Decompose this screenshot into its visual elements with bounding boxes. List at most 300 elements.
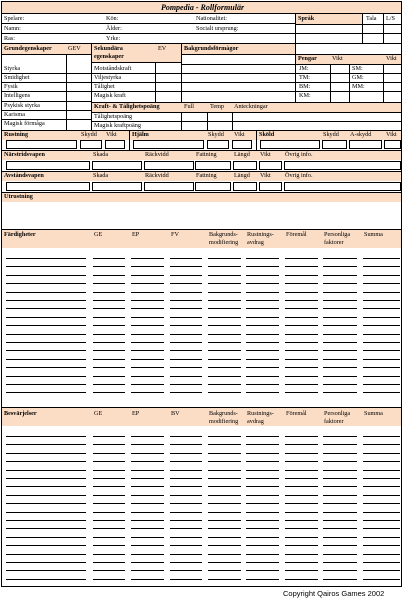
fardigheter-row-line[interactable] xyxy=(170,258,202,259)
fardigheter-row-line[interactable] xyxy=(131,325,164,326)
fardigheter-row-line[interactable] xyxy=(246,376,279,377)
besvarjelser-row-line[interactable] xyxy=(323,486,357,487)
besvarjelser-row-line[interactable] xyxy=(6,537,86,538)
fardigheter-row-line[interactable] xyxy=(208,258,241,259)
besvarjelser-row-line[interactable] xyxy=(208,512,241,513)
fardigheter-row-line[interactable] xyxy=(323,292,357,293)
besvarjelser-row-line[interactable] xyxy=(170,436,202,437)
fardigheter-row-line[interactable] xyxy=(131,283,164,284)
besvarjelser-row-line[interactable] xyxy=(131,562,164,563)
besvarjelser-row-line[interactable] xyxy=(285,495,318,496)
besvarjelser-row-line[interactable] xyxy=(93,512,125,513)
fardigheter-row-line[interactable] xyxy=(170,392,202,393)
fardigheter-row-line[interactable] xyxy=(131,350,164,351)
fardigheter-row-line[interactable] xyxy=(285,317,318,318)
besvarjelser-row-line[interactable] xyxy=(93,579,125,580)
fardigheter-row-line[interactable] xyxy=(363,334,400,335)
besvarjelser-row-line[interactable] xyxy=(131,478,164,479)
besvarjelser-row-line[interactable] xyxy=(93,537,125,538)
besvarjelser-row-line[interactable] xyxy=(363,537,400,538)
besvarjelser-row-line[interactable] xyxy=(6,570,86,571)
besvarjelser-row-line[interactable] xyxy=(6,495,86,496)
fardigheter-row-line[interactable] xyxy=(363,342,400,343)
fardigheter-row-line[interactable] xyxy=(131,258,164,259)
fardigheter-row-line[interactable] xyxy=(170,342,202,343)
besvarjelser-row-line[interactable] xyxy=(323,520,357,521)
fardigheter-row-line[interactable] xyxy=(131,359,164,360)
fardigheter-row-line[interactable] xyxy=(93,350,125,351)
fardigheter-row-line[interactable] xyxy=(208,334,241,335)
besvarjelser-row-line[interactable] xyxy=(246,537,279,538)
besvarjelser-row-line[interactable] xyxy=(285,461,318,462)
besvarjelser-row-line[interactable] xyxy=(6,453,86,454)
fardigheter-row-line[interactable] xyxy=(363,359,400,360)
besvarjelser-row-line[interactable] xyxy=(93,444,125,445)
besvarjelser-row-line[interactable] xyxy=(285,520,318,521)
besvarjelser-row-line[interactable] xyxy=(170,512,202,513)
besvarjelser-row-line[interactable] xyxy=(246,503,279,504)
fardigheter-row-line[interactable] xyxy=(93,283,125,284)
fardigheter-row-line[interactable] xyxy=(323,376,357,377)
fardigheter-row-line[interactable] xyxy=(6,367,86,368)
besvarjelser-row-line[interactable] xyxy=(208,562,241,563)
besvarjelser-row-line[interactable] xyxy=(208,453,241,454)
fardigheter-row-line[interactable] xyxy=(131,292,164,293)
besvarjelser-row-line[interactable] xyxy=(285,436,318,437)
fardigheter-row-line[interactable] xyxy=(170,334,202,335)
fardigheter-row-line[interactable] xyxy=(6,317,86,318)
fardigheter-row-line[interactable] xyxy=(208,275,241,276)
fardigheter-row-line[interactable] xyxy=(285,376,318,377)
fardigheter-row-line[interactable] xyxy=(208,376,241,377)
fardigheter-row-line[interactable] xyxy=(363,367,400,368)
besvarjelser-row-line[interactable] xyxy=(246,579,279,580)
besvarjelser-row-line[interactable] xyxy=(363,520,400,521)
fardigheter-row-line[interactable] xyxy=(6,275,86,276)
besvarjelser-row-line[interactable] xyxy=(170,503,202,504)
fardigheter-row-line[interactable] xyxy=(323,334,357,335)
fardigheter-row-line[interactable] xyxy=(93,266,125,267)
besvarjelser-row-line[interactable] xyxy=(285,570,318,571)
fardigheter-row-line[interactable] xyxy=(285,283,318,284)
besvarjelser-row-line[interactable] xyxy=(208,444,241,445)
besvarjelser-row-line[interactable] xyxy=(131,520,164,521)
fardigheter-row-line[interactable] xyxy=(6,359,86,360)
besvarjelser-row-line[interactable] xyxy=(323,470,357,471)
fardigheter-row-line[interactable] xyxy=(170,308,202,309)
besvarjelser-row-line[interactable] xyxy=(131,554,164,555)
besvarjelser-row-line[interactable] xyxy=(363,461,400,462)
besvarjelser-row-line[interactable] xyxy=(285,537,318,538)
fardigheter-row-line[interactable] xyxy=(131,384,164,385)
fardigheter-row-line[interactable] xyxy=(131,376,164,377)
besvarjelser-row-line[interactable] xyxy=(131,528,164,529)
besvarjelser-row-line[interactable] xyxy=(170,537,202,538)
besvarjelser-row-line[interactable] xyxy=(93,486,125,487)
fardigheter-row-line[interactable] xyxy=(285,292,318,293)
besvarjelser-row-line[interactable] xyxy=(170,554,202,555)
besvarjelser-row-line[interactable] xyxy=(170,562,202,563)
besvarjelser-row-line[interactable] xyxy=(246,453,279,454)
fardigheter-row-line[interactable] xyxy=(246,317,279,318)
fardigheter-row-line[interactable] xyxy=(93,392,125,393)
besvarjelser-row-line[interactable] xyxy=(170,470,202,471)
besvarjelser-row-line[interactable] xyxy=(363,486,400,487)
fardigheter-row-line[interactable] xyxy=(208,308,241,309)
besvarjelser-row-line[interactable] xyxy=(208,478,241,479)
fardigheter-row-line[interactable] xyxy=(208,367,241,368)
besvarjelser-row-line[interactable] xyxy=(246,486,279,487)
fardigheter-row-line[interactable] xyxy=(285,275,318,276)
fardigheter-row-line[interactable] xyxy=(6,334,86,335)
besvarjelser-row-line[interactable] xyxy=(170,444,202,445)
besvarjelser-row-line[interactable] xyxy=(131,453,164,454)
besvarjelser-row-line[interactable] xyxy=(93,436,125,437)
besvarjelser-row-line[interactable] xyxy=(285,470,318,471)
fardigheter-row-line[interactable] xyxy=(363,325,400,326)
fardigheter-row-line[interactable] xyxy=(93,342,125,343)
fardigheter-row-line[interactable] xyxy=(93,275,125,276)
fardigheter-row-line[interactable] xyxy=(131,367,164,368)
fardigheter-row-line[interactable] xyxy=(170,266,202,267)
fardigheter-row-line[interactable] xyxy=(285,384,318,385)
fardigheter-row-line[interactable] xyxy=(246,275,279,276)
fardigheter-row-line[interactable] xyxy=(6,258,86,259)
besvarjelser-row-line[interactable] xyxy=(170,486,202,487)
besvarjelser-row-line[interactable] xyxy=(323,478,357,479)
besvarjelser-row-line[interactable] xyxy=(363,570,400,571)
besvarjelser-row-line[interactable] xyxy=(363,545,400,546)
besvarjelser-row-line[interactable] xyxy=(208,461,241,462)
fardigheter-row-line[interactable] xyxy=(170,300,202,301)
besvarjelser-row-line[interactable] xyxy=(131,444,164,445)
besvarjelser-row-line[interactable] xyxy=(246,520,279,521)
besvarjelser-row-line[interactable] xyxy=(131,495,164,496)
fardigheter-row-line[interactable] xyxy=(93,300,125,301)
fardigheter-row-line[interactable] xyxy=(170,367,202,368)
fardigheter-row-line[interactable] xyxy=(246,359,279,360)
fardigheter-row-line[interactable] xyxy=(246,300,279,301)
fardigheter-row-line[interactable] xyxy=(246,308,279,309)
besvarjelser-row-line[interactable] xyxy=(246,528,279,529)
besvarjelser-row-line[interactable] xyxy=(6,503,86,504)
besvarjelser-row-line[interactable] xyxy=(6,470,86,471)
besvarjelser-row-line[interactable] xyxy=(208,470,241,471)
besvarjelser-row-line[interactable] xyxy=(6,436,86,437)
besvarjelser-row-line[interactable] xyxy=(323,453,357,454)
fardigheter-row-line[interactable] xyxy=(6,350,86,351)
besvarjelser-row-line[interactable] xyxy=(170,461,202,462)
fardigheter-row-line[interactable] xyxy=(170,359,202,360)
fardigheter-row-line[interactable] xyxy=(93,384,125,385)
besvarjelser-row-line[interactable] xyxy=(208,528,241,529)
besvarjelser-row-line[interactable] xyxy=(363,436,400,437)
fardigheter-row-line[interactable] xyxy=(131,300,164,301)
fardigheter-row-line[interactable] xyxy=(285,367,318,368)
besvarjelser-row-line[interactable] xyxy=(170,520,202,521)
fardigheter-row-line[interactable] xyxy=(285,342,318,343)
fardigheter-row-line[interactable] xyxy=(208,266,241,267)
fardigheter-row-line[interactable] xyxy=(323,300,357,301)
fardigheter-row-line[interactable] xyxy=(285,350,318,351)
besvarjelser-row-line[interactable] xyxy=(323,512,357,513)
fardigheter-row-line[interactable] xyxy=(246,258,279,259)
fardigheter-row-line[interactable] xyxy=(93,325,125,326)
fardigheter-row-line[interactable] xyxy=(323,317,357,318)
besvarjelser-row-line[interactable] xyxy=(246,545,279,546)
besvarjelser-row-line[interactable] xyxy=(208,579,241,580)
besvarjelser-row-line[interactable] xyxy=(208,520,241,521)
fardigheter-row-line[interactable] xyxy=(323,392,357,393)
besvarjelser-row-line[interactable] xyxy=(93,478,125,479)
besvarjelser-row-line[interactable] xyxy=(246,554,279,555)
besvarjelser-row-line[interactable] xyxy=(131,570,164,571)
fardigheter-row-line[interactable] xyxy=(93,376,125,377)
fardigheter-row-line[interactable] xyxy=(285,359,318,360)
fardigheter-row-line[interactable] xyxy=(170,275,202,276)
besvarjelser-row-line[interactable] xyxy=(6,562,86,563)
besvarjelser-row-line[interactable] xyxy=(93,453,125,454)
besvarjelser-row-line[interactable] xyxy=(363,579,400,580)
besvarjelser-row-line[interactable] xyxy=(93,495,125,496)
besvarjelser-row-line[interactable] xyxy=(208,537,241,538)
fardigheter-row-line[interactable] xyxy=(170,350,202,351)
besvarjelser-row-line[interactable] xyxy=(323,461,357,462)
besvarjelser-row-line[interactable] xyxy=(93,503,125,504)
fardigheter-row-line[interactable] xyxy=(131,334,164,335)
fardigheter-row-line[interactable] xyxy=(246,342,279,343)
fardigheter-row-line[interactable] xyxy=(246,283,279,284)
fardigheter-row-line[interactable] xyxy=(285,308,318,309)
besvarjelser-row-line[interactable] xyxy=(323,579,357,580)
besvarjelser-row-line[interactable] xyxy=(93,520,125,521)
fardigheter-row-line[interactable] xyxy=(6,325,86,326)
besvarjelser-row-line[interactable] xyxy=(363,470,400,471)
fardigheter-row-line[interactable] xyxy=(285,300,318,301)
fardigheter-row-line[interactable] xyxy=(323,325,357,326)
besvarjelser-row-line[interactable] xyxy=(6,545,86,546)
besvarjelser-row-line[interactable] xyxy=(131,503,164,504)
fardigheter-row-line[interactable] xyxy=(93,292,125,293)
fardigheter-row-line[interactable] xyxy=(363,350,400,351)
fardigheter-row-line[interactable] xyxy=(93,258,125,259)
fardigheter-row-line[interactable] xyxy=(170,384,202,385)
fardigheter-row-line[interactable] xyxy=(170,283,202,284)
fardigheter-row-line[interactable] xyxy=(363,392,400,393)
besvarjelser-row-line[interactable] xyxy=(131,436,164,437)
fardigheter-row-line[interactable] xyxy=(131,266,164,267)
besvarjelser-row-line[interactable] xyxy=(246,470,279,471)
besvarjelser-row-line[interactable] xyxy=(93,470,125,471)
besvarjelser-row-line[interactable] xyxy=(285,486,318,487)
fardigheter-row-line[interactable] xyxy=(323,350,357,351)
fardigheter-row-line[interactable] xyxy=(131,308,164,309)
besvarjelser-row-line[interactable] xyxy=(323,554,357,555)
besvarjelser-row-line[interactable] xyxy=(285,545,318,546)
fardigheter-row-line[interactable] xyxy=(208,384,241,385)
besvarjelser-row-line[interactable] xyxy=(208,545,241,546)
besvarjelser-row-line[interactable] xyxy=(6,486,86,487)
fardigheter-row-line[interactable] xyxy=(363,258,400,259)
fardigheter-row-line[interactable] xyxy=(363,308,400,309)
fardigheter-row-line[interactable] xyxy=(93,308,125,309)
besvarjelser-row-line[interactable] xyxy=(170,528,202,529)
besvarjelser-row-line[interactable] xyxy=(285,453,318,454)
fardigheter-row-line[interactable] xyxy=(246,384,279,385)
fardigheter-row-line[interactable] xyxy=(285,334,318,335)
besvarjelser-row-line[interactable] xyxy=(246,436,279,437)
besvarjelser-row-line[interactable] xyxy=(323,444,357,445)
besvarjelser-row-line[interactable] xyxy=(363,512,400,513)
fardigheter-row-line[interactable] xyxy=(246,350,279,351)
fardigheter-row-line[interactable] xyxy=(285,325,318,326)
fardigheter-row-line[interactable] xyxy=(208,283,241,284)
fardigheter-row-line[interactable] xyxy=(6,292,86,293)
besvarjelser-row-line[interactable] xyxy=(363,495,400,496)
fardigheter-row-line[interactable] xyxy=(6,384,86,385)
besvarjelser-row-line[interactable] xyxy=(93,562,125,563)
besvarjelser-row-line[interactable] xyxy=(323,503,357,504)
besvarjelser-row-line[interactable] xyxy=(208,554,241,555)
besvarjelser-row-line[interactable] xyxy=(246,495,279,496)
besvarjelser-row-line[interactable] xyxy=(6,478,86,479)
fardigheter-row-line[interactable] xyxy=(208,342,241,343)
fardigheter-row-line[interactable] xyxy=(208,300,241,301)
fardigheter-row-line[interactable] xyxy=(323,359,357,360)
besvarjelser-row-line[interactable] xyxy=(246,478,279,479)
fardigheter-row-line[interactable] xyxy=(246,392,279,393)
besvarjelser-row-line[interactable] xyxy=(6,444,86,445)
fardigheter-row-line[interactable] xyxy=(285,266,318,267)
besvarjelser-row-line[interactable] xyxy=(170,579,202,580)
besvarjelser-row-line[interactable] xyxy=(208,436,241,437)
fardigheter-row-line[interactable] xyxy=(363,266,400,267)
fardigheter-row-line[interactable] xyxy=(208,392,241,393)
besvarjelser-row-line[interactable] xyxy=(285,503,318,504)
fardigheter-row-line[interactable] xyxy=(93,359,125,360)
besvarjelser-row-line[interactable] xyxy=(208,570,241,571)
besvarjelser-row-line[interactable] xyxy=(6,520,86,521)
besvarjelser-row-line[interactable] xyxy=(246,512,279,513)
fardigheter-row-line[interactable] xyxy=(323,308,357,309)
fardigheter-row-line[interactable] xyxy=(363,283,400,284)
fardigheter-row-line[interactable] xyxy=(6,342,86,343)
fardigheter-row-line[interactable] xyxy=(208,317,241,318)
besvarjelser-row-line[interactable] xyxy=(363,453,400,454)
besvarjelser-row-line[interactable] xyxy=(131,461,164,462)
fardigheter-row-line[interactable] xyxy=(208,325,241,326)
fardigheter-row-line[interactable] xyxy=(363,376,400,377)
fardigheter-row-line[interactable] xyxy=(6,300,86,301)
besvarjelser-row-line[interactable] xyxy=(246,461,279,462)
besvarjelser-row-line[interactable] xyxy=(131,486,164,487)
besvarjelser-row-line[interactable] xyxy=(323,562,357,563)
fardigheter-row-line[interactable] xyxy=(363,300,400,301)
fardigheter-row-line[interactable] xyxy=(93,334,125,335)
besvarjelser-row-line[interactable] xyxy=(363,554,400,555)
besvarjelser-row-line[interactable] xyxy=(208,486,241,487)
fardigheter-row-line[interactable] xyxy=(323,367,357,368)
fardigheter-row-line[interactable] xyxy=(323,384,357,385)
besvarjelser-row-line[interactable] xyxy=(323,528,357,529)
besvarjelser-row-line[interactable] xyxy=(6,512,86,513)
besvarjelser-row-line[interactable] xyxy=(363,562,400,563)
besvarjelser-row-line[interactable] xyxy=(131,470,164,471)
fardigheter-row-line[interactable] xyxy=(323,266,357,267)
besvarjelser-row-line[interactable] xyxy=(170,478,202,479)
fardigheter-row-line[interactable] xyxy=(363,292,400,293)
besvarjelser-row-line[interactable] xyxy=(323,537,357,538)
besvarjelser-row-line[interactable] xyxy=(363,478,400,479)
besvarjelser-row-line[interactable] xyxy=(208,503,241,504)
besvarjelser-row-line[interactable] xyxy=(246,562,279,563)
besvarjelser-row-line[interactable] xyxy=(323,570,357,571)
besvarjelser-row-line[interactable] xyxy=(93,570,125,571)
fardigheter-row-line[interactable] xyxy=(93,367,125,368)
besvarjelser-row-line[interactable] xyxy=(363,528,400,529)
fardigheter-row-line[interactable] xyxy=(6,376,86,377)
besvarjelser-row-line[interactable] xyxy=(170,495,202,496)
besvarjelser-row-line[interactable] xyxy=(323,436,357,437)
fardigheter-row-line[interactable] xyxy=(170,292,202,293)
besvarjelser-row-line[interactable] xyxy=(131,579,164,580)
fardigheter-row-line[interactable] xyxy=(246,266,279,267)
fardigheter-row-line[interactable] xyxy=(131,342,164,343)
besvarjelser-row-line[interactable] xyxy=(131,512,164,513)
besvarjelser-row-line[interactable] xyxy=(6,579,86,580)
fardigheter-row-line[interactable] xyxy=(6,266,86,267)
besvarjelser-row-line[interactable] xyxy=(93,545,125,546)
fardigheter-row-line[interactable] xyxy=(363,384,400,385)
fardigheter-row-line[interactable] xyxy=(93,317,125,318)
fardigheter-row-line[interactable] xyxy=(323,283,357,284)
besvarjelser-row-line[interactable] xyxy=(363,503,400,504)
besvarjelser-row-line[interactable] xyxy=(285,528,318,529)
fardigheter-row-line[interactable] xyxy=(170,317,202,318)
fardigheter-row-line[interactable] xyxy=(285,258,318,259)
besvarjelser-row-line[interactable] xyxy=(246,444,279,445)
besvarjelser-row-line[interactable] xyxy=(93,554,125,555)
fardigheter-row-line[interactable] xyxy=(208,359,241,360)
fardigheter-row-line[interactable] xyxy=(170,376,202,377)
besvarjelser-row-line[interactable] xyxy=(285,579,318,580)
besvarjelser-row-line[interactable] xyxy=(93,461,125,462)
besvarjelser-row-line[interactable] xyxy=(6,554,86,555)
besvarjelser-row-line[interactable] xyxy=(93,528,125,529)
fardigheter-row-line[interactable] xyxy=(363,317,400,318)
fardigheter-row-line[interactable] xyxy=(363,275,400,276)
besvarjelser-row-line[interactable] xyxy=(323,495,357,496)
fardigheter-row-line[interactable] xyxy=(131,392,164,393)
besvarjelser-row-line[interactable] xyxy=(285,562,318,563)
besvarjelser-row-line[interactable] xyxy=(170,453,202,454)
besvarjelser-row-line[interactable] xyxy=(208,495,241,496)
fardigheter-row-line[interactable] xyxy=(246,292,279,293)
besvarjelser-row-line[interactable] xyxy=(246,570,279,571)
fardigheter-row-line[interactable] xyxy=(6,308,86,309)
fardigheter-row-line[interactable] xyxy=(323,275,357,276)
fardigheter-row-line[interactable] xyxy=(246,325,279,326)
besvarjelser-row-line[interactable] xyxy=(131,537,164,538)
besvarjelser-row-line[interactable] xyxy=(323,545,357,546)
fardigheter-row-line[interactable] xyxy=(131,317,164,318)
fardigheter-row-line[interactable] xyxy=(208,350,241,351)
fardigheter-row-line[interactable] xyxy=(208,292,241,293)
fardigheter-row-line[interactable] xyxy=(6,283,86,284)
fardigheter-row-line[interactable] xyxy=(131,275,164,276)
fardigheter-row-line[interactable] xyxy=(6,392,86,393)
fardigheter-row-line[interactable] xyxy=(323,342,357,343)
